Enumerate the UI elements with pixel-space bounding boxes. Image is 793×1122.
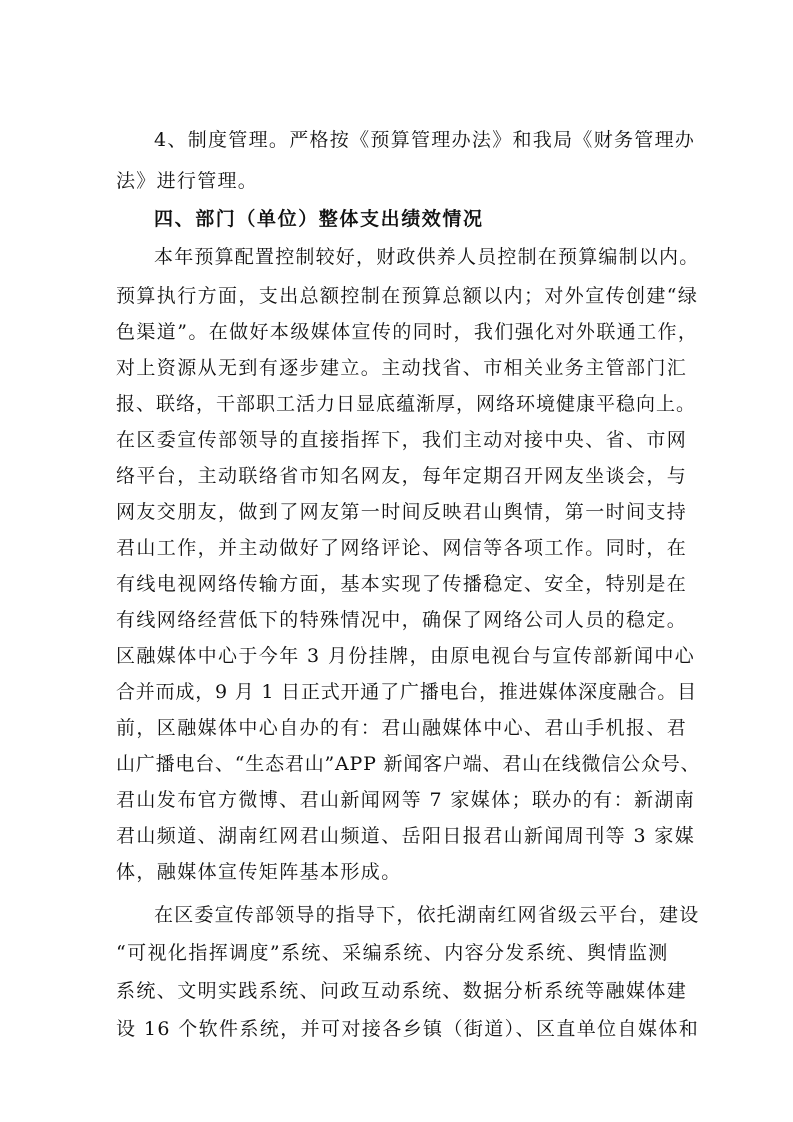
paragraph1-line-7: 络平台，主动联络省市知名网友，每年定期召开网友坐谈会，与 (116, 465, 688, 487)
paragraph1-line-13: 合并而成，9 月 1 日正式开通了广播电台，推进媒体深度融合。目 (116, 681, 697, 703)
paragraph1-line-15: 山广播电台、“生态君山”APP 新闻客户端、君山在线微信公众号、 (116, 753, 701, 775)
paragraph1-line-18: 体，融媒体宣传矩阵基本形成。 (116, 861, 402, 883)
paragraph1-line-14: 前，区融媒体中心自办的有：君山融媒体中心、君山手机报、君 (116, 717, 688, 739)
paragraph1-line-12: 区融媒体中心于今年 3 月份挂牌，由原电视台与宣传部新闻中心 (116, 645, 696, 667)
paragraph1-line-3: 色渠道”。在做好本级媒体宣传的同时，我们强化对外联通工作， (116, 321, 699, 343)
paragraph1-line-5: 报、联络，干部职工活力日显底蕴渐厚，网络环境健康平稳向上。 (116, 393, 697, 415)
paragraph1-line-17: 君山频道、湖南红网君山频道、岳阳日报君山新闻周刊等 3 家媒 (116, 825, 696, 847)
paragraph1-line-4: 对上资源从无到有逐步建立。主动找省、市相关业务主管部门汇 (116, 357, 688, 379)
paragraph2-line-1: 在区委宣传部领导的指导下，依托湖南红网省级云平台，建设 (154, 904, 700, 926)
paragraph2-line-4: 设 16 个软件系统，并可对接各乡镇（街道）、区直单位自媒体和 (116, 1018, 700, 1040)
item-4-line-1: 4、制度管理。严格按《预算管理办法》和我局《财务管理办 (154, 129, 696, 151)
paragraph1-line-10: 有线电视网络传输方面，基本实现了传播稳定、安全，特别是在 (116, 573, 688, 595)
paragraph1-line-16: 君山发布官方微博、君山新闻网等 7 家媒体；联办的有：新湖南 (116, 789, 696, 811)
item-4-line-2: 法》进行管理。 (116, 170, 259, 192)
paragraph2-line-3: 系统、文明实践系统、问政互动系统、数据分析系统等融媒体建 (116, 980, 688, 1002)
section-heading: 四、部门（单位）整体支出绩效情况 (154, 208, 484, 230)
paragraph1-line-6: 在区委宣传部领导的直接指挥下，我们主动对接中央、省、市网 (116, 429, 688, 451)
paragraph1-line-8: 网友交朋友，做到了网友第一时间反映君山舆情，第一时间支持 (116, 501, 688, 523)
paragraph1-line-1: 本年预算配置控制较好，财政供养人员控制在预算编制以内。 (154, 246, 700, 268)
paragraph1-line-9: 君山工作，并主动做好了网络评论、网信等各项工作。同时，在 (116, 537, 688, 559)
paragraph2-line-2: “可视化指挥调度”系统、采编系统、内容分发系统、舆情监测 (116, 942, 669, 964)
paragraph1-line-2: 预算执行方面，支出总额控制在预算总额以内；对外宣传创建“绿 (116, 285, 699, 307)
paragraph1-line-11: 有线网络经营低下的特殊情况中，确保了网络公司人员的稳定。 (116, 609, 688, 631)
